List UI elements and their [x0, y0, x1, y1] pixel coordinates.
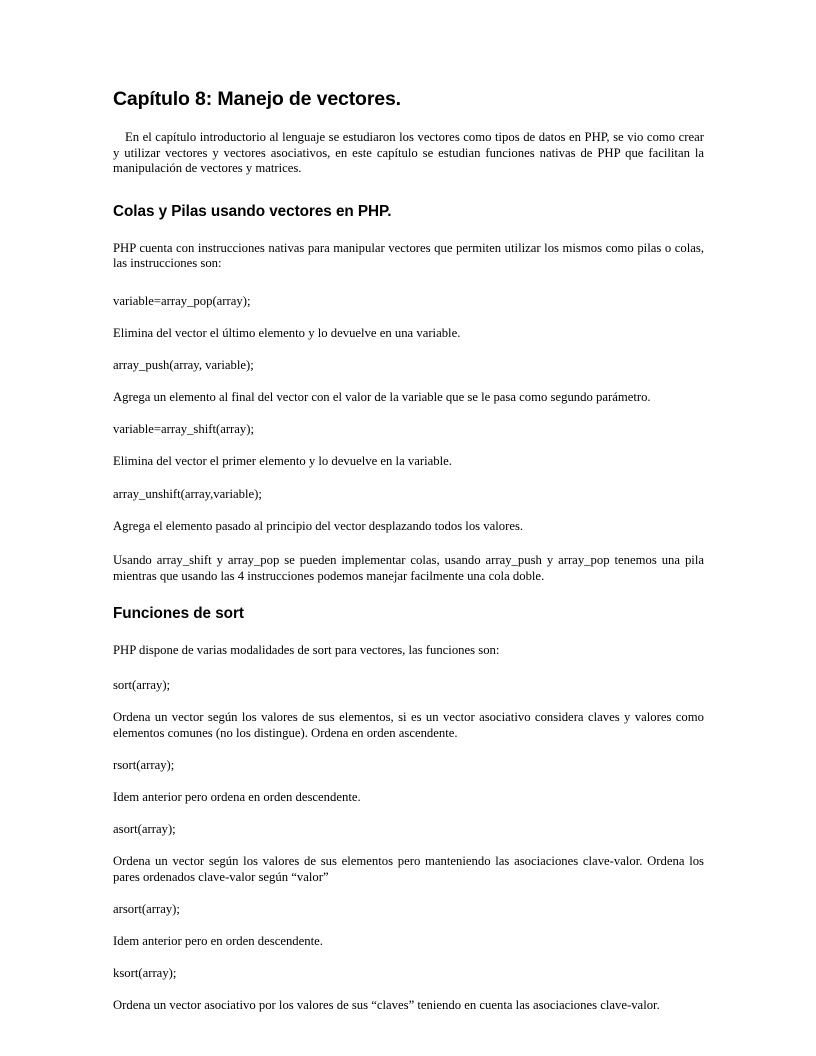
section-heading-colas-pilas: Colas y Pilas usando vectores en PHP. [113, 202, 392, 220]
intro-paragraph: En el capítulo introductorio al lenguaje se estudiaron los vectores como tipos de datos en PHP, se vio como crear y utilizar vectores y vectores asociativos, en este capítulo se estudian funciones nativas de PHP que facilitan la manipulación de vectores y matrices. [113, 130, 704, 176]
function-description-sort: Ordena un vector según los valores de sus elementos, si es un vector asociativo considera claves y valores como elementos comunes (no los distingue). Ordena en orden ascendente. [113, 710, 704, 740]
function-description-array-pop: Elimina del vector el último elemento y lo devuelve en una variable. [113, 326, 461, 341]
function-description-array-unshift: Agrega el elemento pasado al principio del vector desplazando todos los valores. [113, 518, 524, 533]
function-signature-array-unshift: array_unshift(array,variable); [113, 486, 262, 501]
function-signature-array-push: array_push(array, variable); [113, 358, 254, 373]
page-title: Capítulo 8: Manejo de vectores. [113, 88, 401, 110]
function-signature-array-shift: variable=array_shift(array); [113, 422, 254, 437]
function-description-asort: Ordena un vector según los valores de sus elementos pero manteniendo las asociaciones clave-valor. Ordena los pares ordenados clave-valor según “valor” [113, 854, 704, 884]
function-description-ksort: Ordena un vector asociativo por los valores de sus “claves” teniendo en cuenta las asociaciones clave-valor. [113, 998, 660, 1013]
function-signature-rsort: rsort(array); [113, 757, 175, 772]
section-summary-colas-pilas: Usando array_shift y array_pop se pueden implementar colas, usando array_push y array_pop tenemos una pila mientras que usando las 4 instrucciones podemos manejar facilmente una cola doble. [113, 553, 704, 583]
document-content [113, 88, 704, 1014]
function-signature-sort: sort(array); [113, 678, 171, 692]
function-description-array-shift: Elimina del vector el primer elemento y lo devuelve en la variable. [113, 454, 452, 469]
function-description-rsort: Idem anterior pero ordena en orden descendente. [113, 789, 361, 804]
function-signature-asort: asort(array); [113, 821, 176, 836]
function-signature-arsort: arsort(array); [113, 901, 180, 916]
function-signature-ksort: ksort(array); [113, 965, 177, 980]
function-description-array-push: Agrega un elemento al final del vector con el valor de la variable que se le pasa como segundo parámetro. [113, 390, 651, 405]
function-signature-array-pop: variable=array_pop(array); [113, 293, 251, 308]
section-intro-funciones-sort: PHP dispone de varias modalidades de sort para vectores, las funciones son: [113, 643, 500, 658]
section-intro-colas-pilas: PHP cuenta con instrucciones nativas para manipular vectores que permiten utilizar los mismos como pilas o colas, las instrucciones son: [113, 240, 704, 271]
section-heading-funciones-sort: Funciones de sort [113, 605, 244, 623]
function-description-arsort: Idem anterior pero en orden descendente. [113, 933, 323, 948]
